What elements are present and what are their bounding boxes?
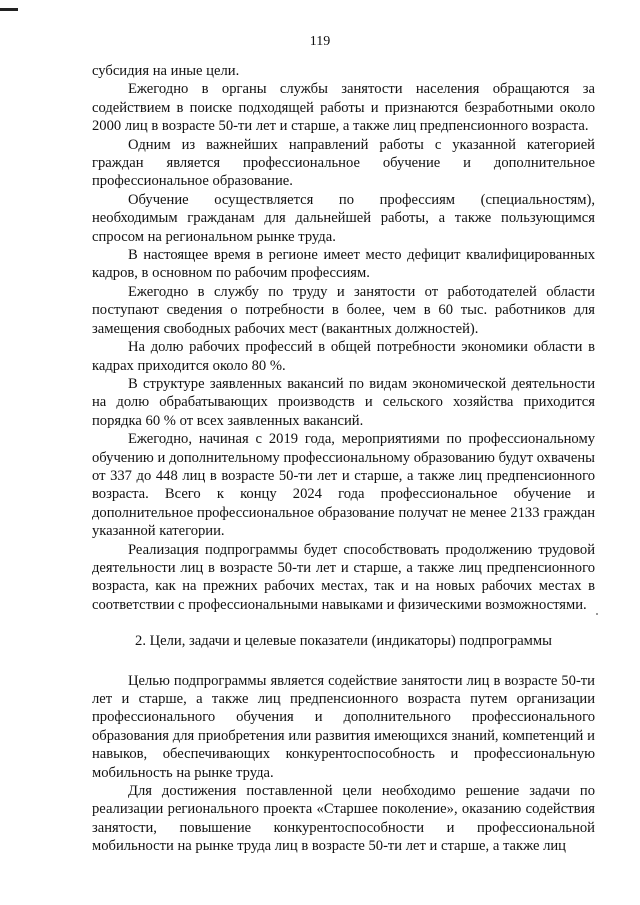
paragraph: Реализация подпрограммы будет способствовать продолжению трудовой деятельности лиц в возрасте 50-ти лет и старше, а также лиц предпенсионного возраста, как на прежних рабочих местах, так и на новых рабочих местах в соответствии с профессиональными навыками и физическими возможностями. — [92, 541, 595, 613]
paragraph: субсидия на иные цели. — [92, 63, 240, 79]
paragraph: На долю рабочих профессий в общей потребности экономики области в кадрах приходится около 80 %. — [92, 339, 595, 374]
scan-dot-mark — [596, 613, 598, 615]
scan-corner-mark — [0, 8, 18, 11]
paragraph: Целью подпрограммы является содействие занятости лиц в возрасте 50-ти лет и старше, а также лиц предпенсионного возраста путем организации профессионального обучения и дополнительного профессионального образования для приобретения или развития имеющихся знаний, компетенций и навыков, обеспечивающих конкурентоспособность и профессиональную мобильность на рынке труда. — [92, 672, 595, 781]
paragraph: Одним из важнейших направлений работы с указанной категорией граждан является профессиональное обучение и дополнительное профессиональное образование. — [92, 136, 595, 190]
paragraph: Для достижения поставленной цели необходимо решение задачи по реализации регионального проекта «Старшее поколение», оказанию содействия занятости, повышение конкурентоспособности и профессиональной мобильности на рынке труда лиц в возрасте 50-ти лет и старше, а также лиц — [92, 783, 595, 855]
paragraph: Обучение осуществляется по профессиям (специальностям), необходимым гражданам для дальнейшей работы, а также пользующимся спросом на региональном рынке труда. — [92, 191, 595, 245]
paragraph: В структуре заявленных вакансий по видам экономической деятельности на долю обрабатывающих производств и сельского хозяйства приходится порядка 60 % от всех заявленных вакансий. — [92, 375, 595, 429]
paragraph: Ежегодно в органы службы занятости населения обращаются за содействием в поиске подходящей работы и признаются безработными около 2000 лиц в возрасте 50-ти лет и старше, а также лиц предпенсионного возраста. — [92, 81, 595, 135]
section-heading: 2. Цели, задачи и целевые показатели (индикаторы) подпрограммы — [135, 633, 552, 650]
paragraph: В настоящее время в регионе имеет место дефицит квалифицированных кадров, в основном по рабочим профессиям. — [92, 247, 595, 282]
page-number: 119 — [309, 34, 331, 49]
paragraph: Ежегодно в службу по труду и занятости от работодателей области поступают сведения о потребности в более, чем в 60 тыс. работников для замещения свободных рабочих мест (вакантных должностей). — [92, 283, 595, 337]
document-body — [92, 62, 595, 856]
paragraph: Ежегодно, начиная с 2019 года, мероприятиями по профессиональному обучению и дополнительному профессиональному образованию будут охвачены от 337 до 448 лиц в возрасте 50-ти лет и старше, а также лиц предпенсионного возраста. Всего к концу 2024 года профессиональное обучение и дополнительное профессиональное образование получат не менее 2133 граждан указанной категории. — [92, 431, 595, 540]
